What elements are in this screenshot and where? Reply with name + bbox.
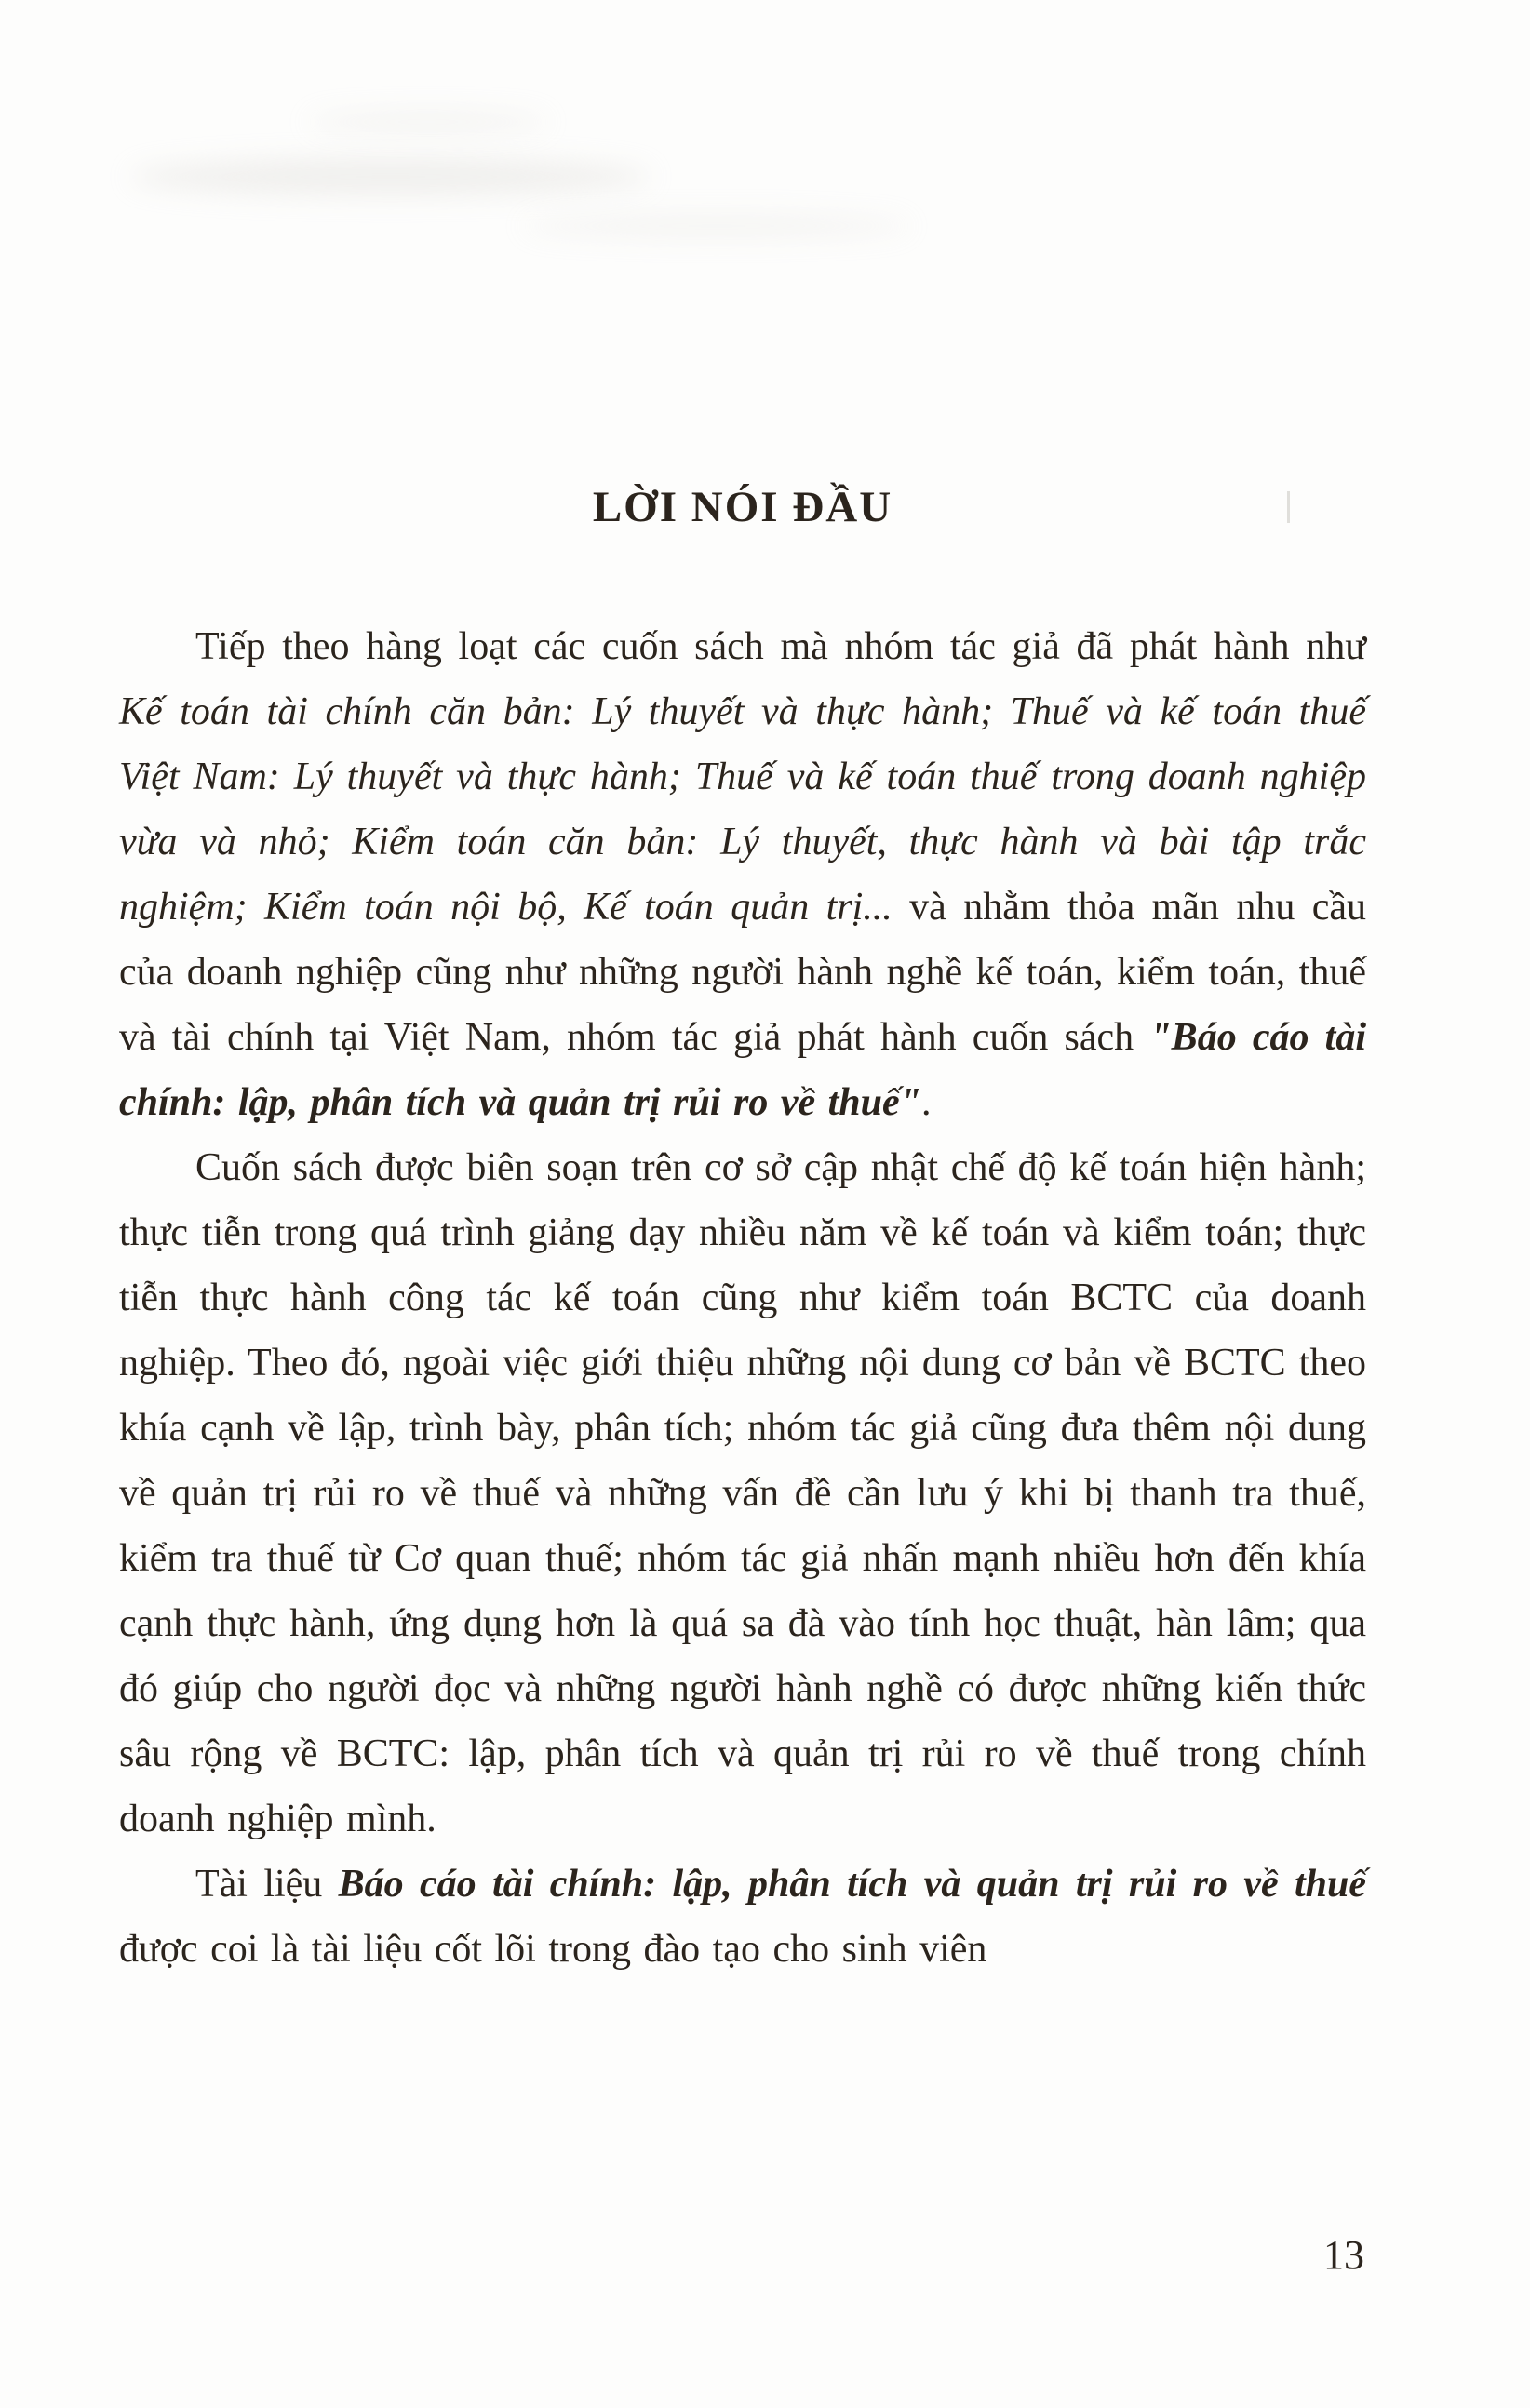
page-number: 13 — [1323, 2232, 1364, 2278]
paragraph — [119, 614, 1366, 1135]
body-text: Cuốn sách được biên soạn trên cơ sở cập nhật chế độ kế toán hiện hành; thực tiễn trong quá trình giảng dạy nhiều năm về kế toán và kiểm toán; thực tiễn thực hành công tác kế toán cũng như kiểm toán BCTC của doanh nghiệp. Theo đó, ngoài việc giới thiệu những nội dung cơ bản về BCTC theo khía cạnh về lập, trình bày, phân tích; nhóm tác giả cũng đưa thêm nội dung về quản trị rủi ro về thuế và những vấn đề cần lưu ý khi bị thanh tra thuế, kiểm tra thuế từ Cơ quan thuế; nhóm tác giả nhấn mạnh nhiều hơn đến khía cạnh thực hành, ứng dụng hơn là quá sa đà vào tính học thuật, hàn lâm; qua đó giúp cho người đọc và những người hành nghề có được những kiến thức sâu rộng về BCTC: lập, phân tích và quản trị rủi ro về thuế trong chính doanh nghiệp mình. — [119, 1146, 1366, 1840]
page-content — [119, 0, 1366, 1982]
body-text: Tài liệu — [195, 1863, 339, 1906]
body-text: và nhằm thỏa mãn nhu cầu của doanh nghiệp cũng như những người hành nghề kế toán, kiểm toán, thuế và tài chính tại Việt Nam, nhóm tác giả phát hành cuốn sách — [119, 886, 1366, 1059]
paragraph — [119, 1852, 1366, 1982]
page-title: LỜI NÓI ĐẦU — [592, 483, 893, 531]
paragraph — [119, 1135, 1366, 1852]
book-title-emphasis: "Báo cáo tài chính: lập, phân tích và quản trị rủi ro về thuế" — [119, 1016, 1366, 1124]
body-text: Tiếp theo hàng loạt các cuốn sách mà nhóm tác giả đã phát hành như — [195, 625, 1366, 668]
book-titles-italic: Kế toán tài chính căn bản: Lý thuyết và thực hành; Thuế và kế toán thuế Việt Nam: Lý thuyết và thực hành; Thuế và kế toán thuế trong doanh nghiệp vừa và nhỏ; Kiểm toán căn bản: Lý thuyết, thực hành và bài tập trắc nghiệm; Kiểm toán nội bộ, Kế toán quản trị... — [119, 690, 1366, 929]
book-title-emphasis: Báo cáo tài chính: lập, phân tích và quản trị rủi ro về thuế — [338, 1863, 1366, 1906]
paragraphs — [119, 614, 1366, 1982]
body-text: . — [920, 1081, 932, 1124]
body-text: được coi là tài liệu cốt lõi trong đào tạo cho sinh viên — [119, 1928, 987, 1971]
